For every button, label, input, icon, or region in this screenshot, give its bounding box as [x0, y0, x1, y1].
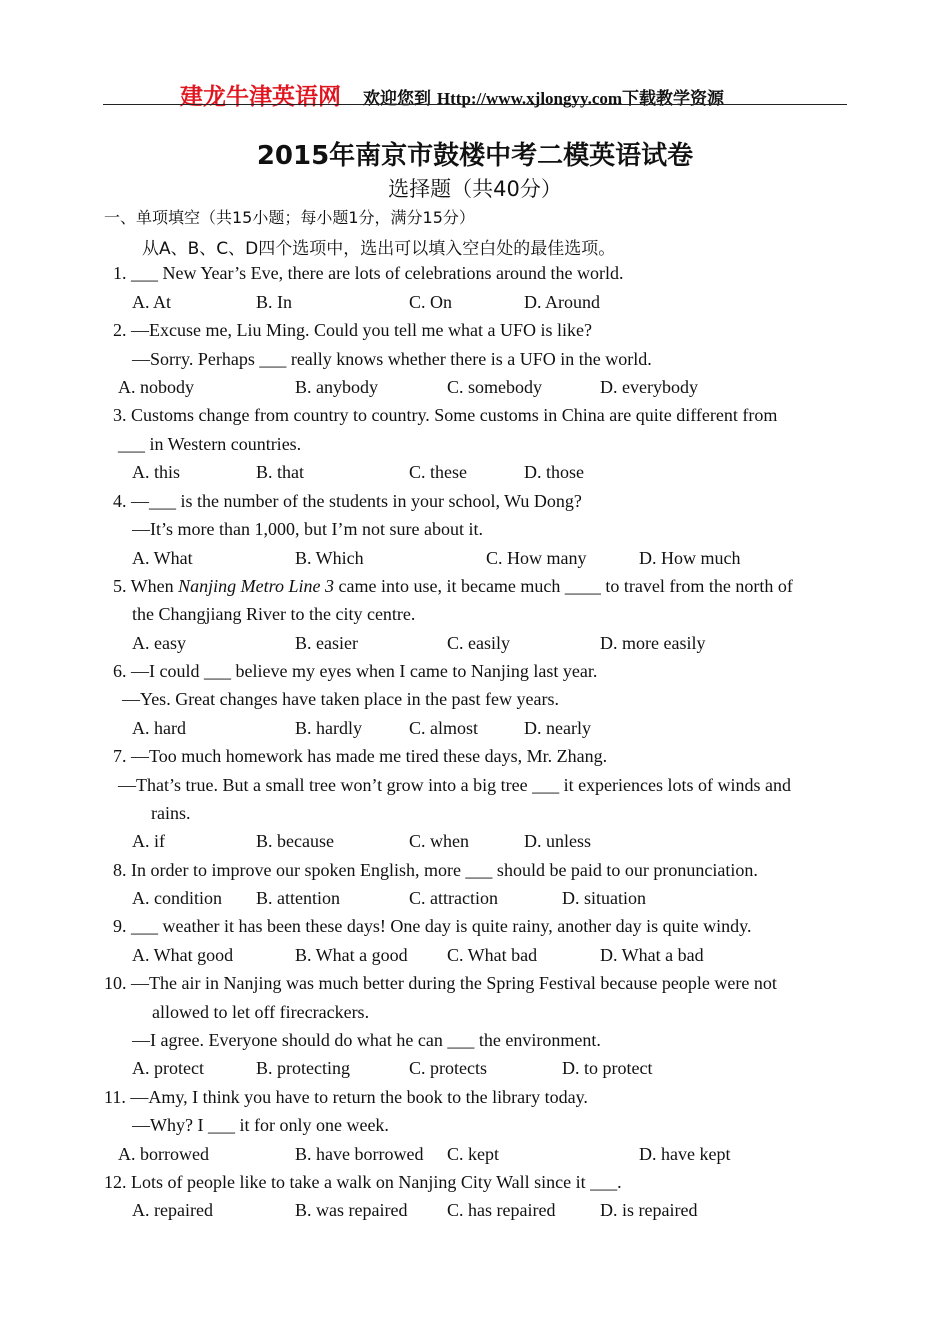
question-1-option-b[interactable]: B. In — [256, 292, 292, 312]
question-2-option-a[interactable]: A. nobody — [118, 377, 194, 397]
question-8-option-d[interactable]: D. situation — [562, 888, 646, 908]
question-9-option-d[interactable]: D. What a bad — [600, 945, 704, 965]
question-8-line-1: 8. In order to improve our spoken English, more ___ should be paid to our pronunciation. — [113, 860, 758, 880]
question-5-line-2: the Changjiang River to the city centre. — [132, 604, 416, 624]
section-instruction: 从A、B、C、D四个选项中，选出可以填入空白处的最佳选项。 — [142, 239, 616, 259]
question-1-line-1: 1. ___ New Year’s Eve, there are lots of celebrations around the world. — [113, 263, 624, 283]
question-8-option-c[interactable]: C. attraction — [409, 888, 498, 908]
question-10-option-b[interactable]: B. protecting — [256, 1058, 350, 1078]
question-10-option-c[interactable]: C. protects — [409, 1058, 487, 1078]
brand-logo-text: 建龙牛津英语网 — [180, 84, 341, 110]
question-6-line-1: 6. —I could ___ believe my eyes when I came to Nanjing last year. — [113, 661, 598, 681]
question-7-line-2: —That’s true. But a small tree won’t grow into a big tree ___ it experiences lots of winds and — [118, 775, 792, 795]
page-title: 2015年南京市鼓楼中考二模英语试卷 — [256, 141, 694, 171]
question-5-option-d[interactable]: D. more easily — [600, 633, 706, 653]
question-11-option-d[interactable]: D. have kept — [639, 1144, 731, 1164]
question-5-option-a[interactable]: A. easy — [132, 633, 186, 653]
question-10-option-a[interactable]: A. protect — [132, 1058, 204, 1078]
question-4-line-1: 4. —___ is the number of the students in your school, Wu Dong? — [113, 491, 582, 511]
question-6-option-a[interactable]: A. hard — [132, 718, 186, 738]
question-12-option-c[interactable]: C. has repaired — [447, 1200, 556, 1220]
question-4-line-2: —It’s more than 1,000, but I’m not sure about it. — [132, 519, 483, 539]
question-4-option-a[interactable]: A. What — [132, 548, 193, 568]
question-3-option-d[interactable]: D. those — [524, 462, 584, 482]
question-3-option-c[interactable]: C. these — [409, 462, 467, 482]
question-3-line-1: 3. Customs change from country to country. Some customs in China are quite different from — [113, 405, 778, 425]
question-7-option-c[interactable]: C. when — [409, 831, 469, 851]
question-10-line-2: allowed to let off firecrackers. — [152, 1002, 370, 1022]
question-7-line-1: 7. —Too much homework has made me tired these days, Mr. Zhang. — [113, 746, 608, 766]
question-7-option-d[interactable]: D. unless — [524, 831, 591, 851]
question-12-line-1: 12. Lots of people like to take a walk on Nanjing City Wall since it ___. — [104, 1172, 622, 1192]
question-4-option-b[interactable]: B. Which — [295, 548, 364, 568]
question-5-line-1 — [113, 575, 793, 597]
question-2-option-d[interactable]: D. everybody — [600, 377, 698, 397]
question-10-line-1: 10. —The air in Nanjing was much better during the Spring Festival because people were not — [104, 973, 777, 993]
question-10-line-3: —I agree. Everyone should do what he can ___ the environment. — [132, 1030, 601, 1050]
question-1-option-a[interactable]: A. At — [132, 292, 172, 312]
question-3-option-b[interactable]: B. that — [256, 462, 304, 482]
question-9-line-1: 9. ___ weather it has been these days! One day is quite rainy, another day is quite windy. — [113, 916, 752, 936]
welcome-text — [363, 89, 724, 109]
site-header — [180, 78, 725, 110]
question-7-line-3: rains. — [151, 803, 191, 823]
question-1-option-c[interactable]: C. On — [409, 292, 453, 312]
question-12-option-b[interactable]: B. was repaired — [295, 1200, 408, 1220]
question-1-option-d[interactable]: D. Around — [524, 292, 600, 312]
welcome-prefix: 欢迎您到 — [363, 89, 431, 109]
question-3-option-a[interactable]: A. this — [132, 462, 181, 482]
question-2-line-2: —Sorry. Perhaps ___ really knows whether there is a UFO in the world. — [132, 349, 652, 369]
question-4-option-c[interactable]: C. How many — [486, 548, 587, 568]
question-7-option-b[interactable]: B. because — [256, 831, 334, 851]
question-2-line-1: 2. —Excuse me, Liu Ming. Could you tell me what a UFO is like? — [113, 320, 592, 340]
question-2-option-b[interactable]: B. anybody — [295, 377, 378, 397]
question-8-option-a[interactable]: A. condition — [132, 888, 222, 908]
question-10-option-d[interactable]: D. to protect — [562, 1058, 653, 1078]
question-6-option-b[interactable]: B. hardly — [295, 718, 362, 738]
question-11-option-a[interactable]: A. borrowed — [118, 1144, 209, 1164]
question-6-option-d[interactable]: D. nearly — [524, 718, 591, 738]
question-4-option-d[interactable]: D. How much — [639, 548, 741, 568]
question-9-option-a[interactable]: A. What good — [132, 945, 234, 965]
section-heading: 一、单项填空（共15小题；每小题1分，满分15分） — [104, 208, 475, 227]
question-2-option-c[interactable]: C. somebody — [447, 377, 543, 397]
question-11-option-c[interactable]: C. kept — [447, 1144, 499, 1164]
question-8-option-b[interactable]: B. attention — [256, 888, 340, 908]
question-11-option-b[interactable]: B. have borrowed — [295, 1144, 424, 1164]
question-12-option-a[interactable]: A. repaired — [132, 1200, 213, 1220]
question-5-option-c[interactable]: C. easily — [447, 633, 510, 653]
question-6-line-2: —Yes. Great changes have taken place in the past few years. — [122, 689, 560, 709]
question-7-option-a[interactable]: A. if — [132, 831, 165, 851]
question-6-option-c[interactable]: C. almost — [409, 718, 479, 738]
welcome-suffix: 下载教学资源 — [622, 89, 725, 109]
question-5-text-end: came into use, it became much ____ to travel from the north of — [334, 576, 793, 596]
question-5-italic-term: Nanjing Metro Line 3 — [178, 576, 334, 596]
question-12-option-d[interactable]: D. is repaired — [600, 1200, 698, 1220]
header-divider — [103, 104, 847, 105]
page-subtitle: 选择题（共40分） — [388, 177, 562, 201]
question-11-line-2: —Why? I ___ it for only one week. — [132, 1115, 389, 1135]
question-5-option-b[interactable]: B. easier — [295, 633, 358, 653]
question-9-option-c[interactable]: C. What bad — [447, 945, 538, 965]
question-3-line-2: ___ in Western countries. — [118, 434, 302, 454]
site-url[interactable]: Http://www.xjlongyy.com — [436, 89, 623, 108]
question-5-text-start: 5. When — [113, 576, 179, 596]
question-9-option-b[interactable]: B. What a good — [295, 945, 408, 965]
question-11-line-1: 11. —Amy, I think you have to return the book to the library today. — [104, 1087, 588, 1107]
